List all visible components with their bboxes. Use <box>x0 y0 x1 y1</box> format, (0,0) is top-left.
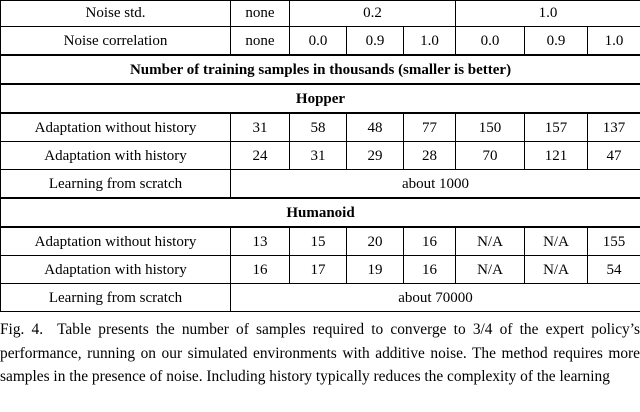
noise-std-0.2: 0.2 <box>290 1 456 27</box>
table-cell: 20 <box>347 227 404 256</box>
noise-corr-value: 0.0 <box>456 27 525 56</box>
noise-corr-value: 1.0 <box>404 27 456 56</box>
scratch-value: about 70000 <box>231 284 640 312</box>
noise-corr-row <box>1 27 640 56</box>
row-label: Learning from scratch <box>1 170 231 199</box>
table-cell: 150 <box>456 113 525 142</box>
table-row <box>1 113 640 142</box>
section-title-humanoid: Humanoid <box>1 198 640 227</box>
row-label: Adaptation with history <box>1 142 231 170</box>
table-cell: 31 <box>231 113 290 142</box>
noise-corr-value: 0.0 <box>290 27 347 56</box>
section-row-humanoid <box>1 198 640 227</box>
table-row <box>1 142 640 170</box>
table-cell: 31 <box>290 142 347 170</box>
noise-corr-value: 1.0 <box>588 27 640 56</box>
table-cell: 17 <box>290 256 347 284</box>
table-cell: 24 <box>231 142 290 170</box>
table-cell: N/A <box>525 256 588 284</box>
table-cell: N/A <box>456 256 525 284</box>
table-cell: 16 <box>404 256 456 284</box>
table-cell: 13 <box>231 227 290 256</box>
noise-std-row <box>1 1 640 27</box>
noise-corr-value: 0.9 <box>347 27 404 56</box>
table-cell: 47 <box>588 142 640 170</box>
table-cell: 19 <box>347 256 404 284</box>
section-row-hopper <box>1 84 640 113</box>
metric-title: Number of training samples in thousands (smaller is better) <box>1 55 640 84</box>
row-label: Adaptation with history <box>1 256 231 284</box>
table-row <box>1 170 640 199</box>
row-label: Learning from scratch <box>1 284 231 312</box>
figure-caption <box>0 318 640 389</box>
table-cell: 28 <box>404 142 456 170</box>
caption-text: Table presents the number of samples required to converge to 3/4 of the expert policy’s performance, running on our simulated environments with additive noise. The method requires more samples in the presence of noise. Including history typically reduces the complexity of the learning <box>0 321 640 386</box>
table-cell: 70 <box>456 142 525 170</box>
noise-corr-value: 0.9 <box>525 27 588 56</box>
table-cell: N/A <box>525 227 588 256</box>
metric-title-row <box>1 55 640 84</box>
table-cell: 48 <box>347 113 404 142</box>
table-row <box>1 227 640 256</box>
table-cell: 16 <box>404 227 456 256</box>
figure-label: Fig. 4. <box>0 321 44 338</box>
table-cell: 16 <box>231 256 290 284</box>
row-label: Adaptation without history <box>1 113 231 142</box>
noise-corr-label: Noise correlation <box>1 27 231 56</box>
table-cell: N/A <box>456 227 525 256</box>
table-cell: 15 <box>290 227 347 256</box>
table-cell: 77 <box>404 113 456 142</box>
section-title-hopper: Hopper <box>1 84 640 113</box>
table-cell: 58 <box>290 113 347 142</box>
table-cell: 29 <box>347 142 404 170</box>
noise-std-label: Noise std. <box>1 1 231 27</box>
noise-std-none: none <box>231 1 290 27</box>
table-cell: 54 <box>588 256 640 284</box>
table-cell: 121 <box>525 142 588 170</box>
table-cell: 157 <box>525 113 588 142</box>
row-label: Adaptation without history <box>1 227 231 256</box>
table-cell: 137 <box>588 113 640 142</box>
scratch-value: about 1000 <box>231 170 640 199</box>
noise-std-1.0: 1.0 <box>456 1 640 27</box>
table-row <box>1 284 640 312</box>
table-row <box>1 256 640 284</box>
table-cell: 155 <box>588 227 640 256</box>
noise-corr-value: none <box>231 27 290 56</box>
